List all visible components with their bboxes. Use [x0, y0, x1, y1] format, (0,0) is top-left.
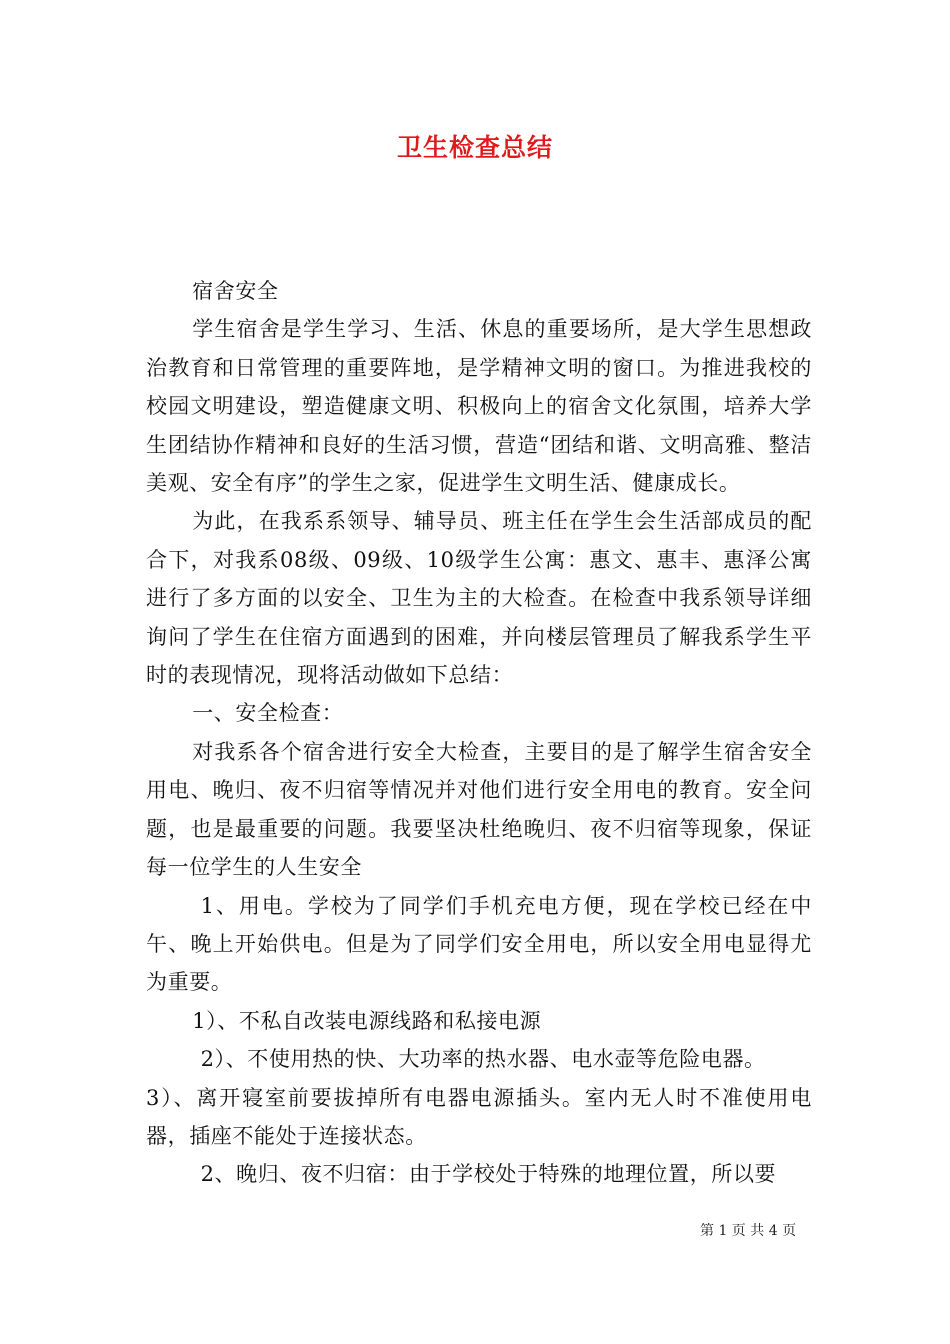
document-title: 卫生检查总结: [396, 133, 553, 162]
paragraph-inspection-overview: 为此，在我系系领导、辅导员、班主任在学生会生活部成员的配合下，对我系08级、09级、10级学生公寓：惠文、惠丰、惠泽公寓进行了多方面的以安全、卫生为主的大检查。在检查中我系领导详细询问了学生在住宿方面遇到的困难，并向楼层管理员了解我系学生平时的表现情况，现将活动做如下总结：: [146, 509, 812, 688]
page-number: 第 1 页 共 4 页: [700, 1223, 797, 1239]
section-heading-safety-check: 一、安全检查：: [192, 701, 344, 726]
list-item-rule-3: 3）、离开寝室前要拔掉所有电器电源插头。室内无人时不准使用电器，插座不能处于连接状态。: [146, 1085, 812, 1148]
paragraph-electricity: 1、用电。学校为了同学们手机充电方便，现在学校已经在中午、晚上开始供电。但是为了同学们安全用电，所以安全用电显得尤为重要。: [146, 893, 812, 995]
paragraph-safety-check: 对我系各个宿舍进行安全大检查，主要目的是了解学生宿舍安全用电、晚归、夜不归宿等情况并对他们进行安全用电的教育。安全问题，也是最重要的问题。我要坚决杜绝晚归、夜不归宿等现象，保证每一位学生的人生安全: [146, 739, 812, 880]
list-item-rule-2: 2）、不使用热的快、大功率的热水器、电水壶等危险电器。: [200, 1047, 766, 1072]
document-body: [146, 272, 812, 1194]
list-item-rule-1: 1）、不私自改装电源线路和私接电源: [192, 1008, 542, 1033]
paragraph-late-return: 2、晚归、夜不归宿：由于学校处于特殊的地理位置，所以要: [200, 1162, 777, 1187]
section-heading-dorm-safety: 宿舍安全: [192, 279, 279, 303]
paragraph-intro: 学生宿舍是学生学习、生活、休息的重要场所，是大学生思想政治教育和日常管理的重要阵地，是学精神文明的窗口。为推进我校的校园文明建设，塑造健康文明、积极向上的宿舍文化氛围，培养大学生团结协作精神和良好的生活习惯，营造“团结和谐、文明高雅、整洁美观、安全有序”的学生之家，促进学生文明生活、健康成长。: [146, 317, 812, 496]
